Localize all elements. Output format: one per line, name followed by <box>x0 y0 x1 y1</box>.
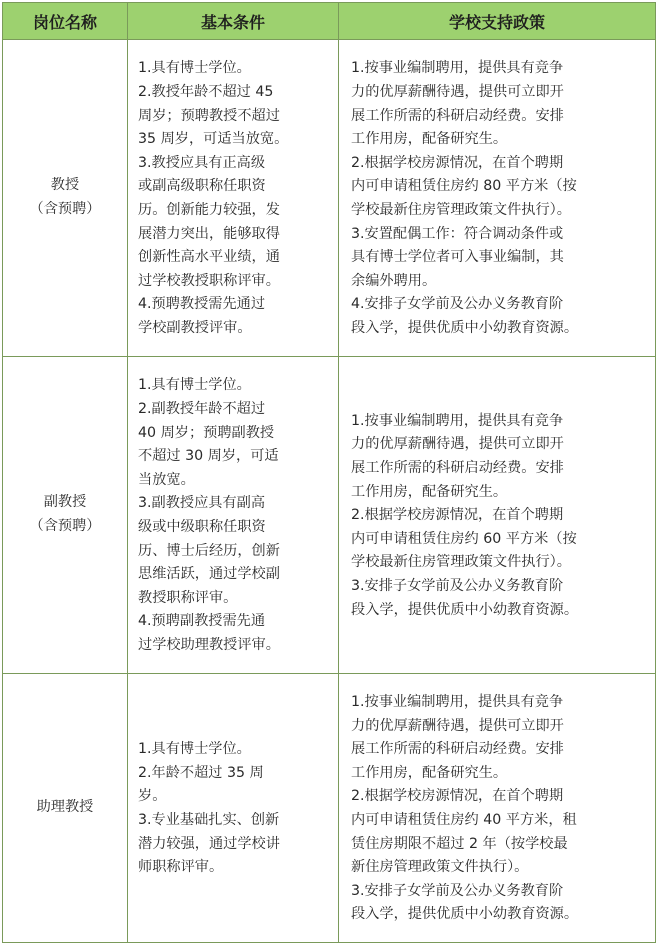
policies-cell <box>339 674 656 943</box>
condition-line: 1.具有博士学位。 <box>138 60 251 77</box>
policy-line: 余编外聘用。 <box>351 272 437 289</box>
condition-line: 历、博士后经历，创新 <box>138 542 280 559</box>
policy-line: 内可申请租赁住房约 60 平方米（按 <box>351 530 577 547</box>
policy-line: 1.按事业编制聘用，提供具有竞争 <box>351 412 564 429</box>
condition-line: 周岁；预聘教授不超过 <box>138 107 280 124</box>
policy-line: 力的优厚薪酬待遇，提供可立即开 <box>351 436 564 453</box>
policy-line: 学校最新住房管理政策文件执行）。 <box>351 554 571 571</box>
header-policies: 学校支持政策 <box>339 3 656 40</box>
condition-line: 或副高级职称任职资 <box>138 178 266 195</box>
condition-line: 35 周岁，可适当放宽。 <box>138 131 289 148</box>
condition-line: 4.预聘副教授需先通 <box>138 613 266 630</box>
condition-line: 过学校助理教授评审。 <box>138 636 280 653</box>
policy-line: 具有博士学位者可入事业编制，其 <box>351 249 564 266</box>
policy-line: 学校最新住房管理政策文件执行）。 <box>351 202 571 218</box>
conditions-cell <box>128 40 339 357</box>
document-page <box>2 2 655 938</box>
position-cell <box>3 357 128 674</box>
policy-line: 2.根据学校房源情况，在首个聘期 <box>351 788 564 805</box>
condition-line: 1.具有博士学位。 <box>138 377 251 394</box>
condition-line: 展潜力突出，能够取得 <box>138 225 280 242</box>
condition-line: 级或中级职称任职资 <box>138 519 266 535</box>
policy-line: 2.根据学校房源情况，在首个聘期 <box>351 154 564 171</box>
condition-line: 教授职称评审。 <box>138 589 238 606</box>
policy-line: 工作用房，配备研究生。 <box>351 764 508 781</box>
policy-line: 4.安排子女学前及公办义务教育阶 <box>351 296 564 313</box>
position-name: 副教授 <box>43 494 87 511</box>
position-name: 教授 <box>50 177 80 194</box>
condition-line: 不超过 30 周岁，可适 <box>138 448 279 465</box>
position-note: （含预聘） <box>29 201 101 217</box>
policy-line: 工作用房，配备研究生。 <box>351 131 508 148</box>
policy-line: 段入学，提供优质中小幼教育资源。 <box>351 906 579 923</box>
condition-line: 2.副教授年龄不超过 <box>138 401 266 418</box>
condition-line: 当放宽。 <box>138 471 195 488</box>
position-cell <box>3 40 128 357</box>
table-row <box>3 40 656 357</box>
condition-line: 2.年龄不超过 35 周 <box>138 764 264 781</box>
policy-line: 3.安排子女学前及公办义务教育阶 <box>351 882 564 899</box>
policy-line: 3.安置配偶工作：符合调动条件或 <box>351 225 564 242</box>
header-conditions: 基本条件 <box>128 3 339 40</box>
condition-line: 3.副教授应具有副高 <box>138 495 266 512</box>
recruitment-table <box>2 2 656 943</box>
conditions-cell <box>128 674 339 943</box>
policy-line: 内可申请租赁住房约 80 平方米（按 <box>351 178 577 195</box>
policy-line: 1.按事业编制聘用，提供具有竞争 <box>351 694 564 711</box>
policy-line: 2.根据学校房源情况，在首个聘期 <box>351 507 564 524</box>
condition-line: 思维活跃，通过学校副 <box>138 566 280 583</box>
table-row <box>3 674 656 943</box>
policy-line: 力的优厚薪酬待遇，提供可立即开 <box>351 84 564 101</box>
condition-line: 过学校教授职称评审。 <box>138 272 280 289</box>
policy-line: 展工作所需的科研启动经费。安排 <box>351 107 564 124</box>
policies-cell <box>339 357 656 674</box>
condition-line: 40 周岁；预聘副教授 <box>138 424 275 441</box>
position-cell <box>3 674 128 943</box>
condition-line: 师职称评审。 <box>138 859 224 876</box>
header-position: 岗位名称 <box>3 3 128 40</box>
policy-line: 段入学，提供优质中小幼教育资源。 <box>351 319 579 336</box>
policy-line: 工作用房，配备研究生。 <box>351 483 508 500</box>
condition-line: 潜力较强，通过学校讲 <box>138 835 280 852</box>
condition-line: 学校副教授评审。 <box>138 319 252 336</box>
policy-line: 3.安排子女学前及公办义务教育阶 <box>351 577 564 594</box>
position-name: 助理教授 <box>36 799 94 816</box>
condition-line: 3.专业基础扎实、创新 <box>138 812 280 828</box>
policy-line: 展工作所需的科研启动经费。安排 <box>351 460 564 477</box>
condition-line: 2.教授年龄不超过 45 <box>138 84 274 101</box>
policy-line: 展工作所需的科研启动经费。安排 <box>351 741 564 758</box>
condition-line: 历。创新能力较强，发 <box>138 202 280 218</box>
policy-line: 段入学，提供优质中小幼教育资源。 <box>351 601 579 618</box>
policy-line: 赁住房期限不超过 2 年（按学校最 <box>351 835 568 852</box>
condition-line: 1.具有博士学位。 <box>138 741 251 758</box>
conditions-cell <box>128 357 339 674</box>
policies-cell <box>339 40 656 357</box>
policy-line: 内可申请租赁住房约 40 平方米，租 <box>351 812 577 828</box>
condition-line: 4.预聘教授需先通过 <box>138 296 266 313</box>
condition-line: 3.教授应具有正高级 <box>138 154 266 171</box>
position-note: （含预聘） <box>29 518 101 534</box>
table-row <box>3 357 656 674</box>
condition-line: 创新性高水平业绩，通 <box>138 249 280 266</box>
condition-line: 岁。 <box>138 788 167 805</box>
policy-line: 新住房管理政策文件执行）。 <box>351 859 529 876</box>
policy-line: 1.按事业编制聘用，提供具有竞争 <box>351 60 564 77</box>
policy-line: 力的优厚薪酬待遇，提供可立即开 <box>351 717 564 734</box>
header-row <box>3 3 656 40</box>
